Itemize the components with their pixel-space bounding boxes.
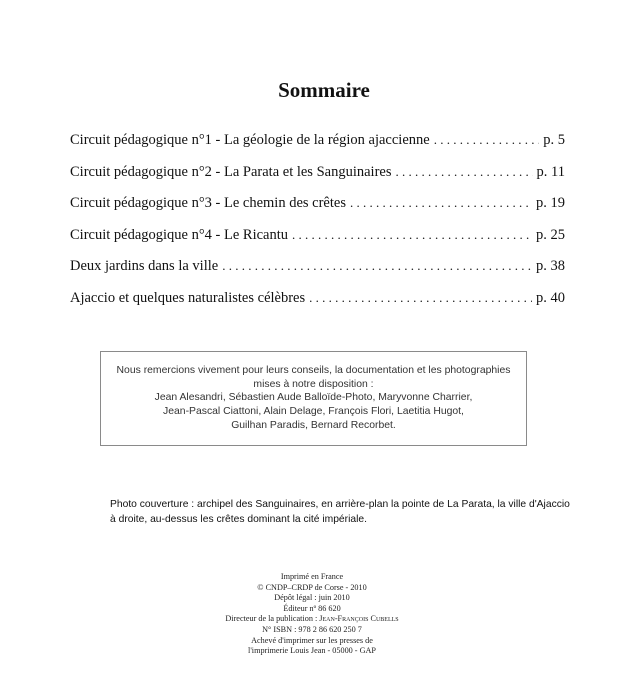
toc-entry bbox=[70, 164, 565, 196]
acknowledgements-line: Nous remercions vivement pour leurs conseils, la documentation et les photographies bbox=[116, 365, 511, 376]
acknowledgements-line: Jean-Pascal Ciattoni, Alain Delage, François Flori, Laetitia Hugot, bbox=[163, 406, 464, 418]
colophon-isbn: N° ISBN : 978 2 86 620 250 7 bbox=[262, 624, 362, 634]
page-title: Sommaire bbox=[278, 78, 370, 102]
toc-entry bbox=[70, 195, 565, 227]
cover-photo-caption bbox=[110, 497, 570, 527]
colophon-achieved: Achevé d'imprimer sur les presses de bbox=[251, 635, 373, 645]
acknowledgements-line: mises à notre disposition : bbox=[253, 378, 374, 390]
toc-entry-page: p. 11 bbox=[536, 163, 565, 180]
caption-line: Photo couverture : archipel des Sanguinaires, en arrière-plan la pointe de La Parata, la ville d'Ajaccio bbox=[110, 499, 570, 510]
toc-leader-dots bbox=[222, 258, 532, 274]
colophon-printer: l'imprimerie Louis Jean - 05000 - GAP bbox=[248, 646, 376, 656]
acknowledgements-box bbox=[100, 351, 527, 446]
table-of-contents bbox=[70, 132, 565, 321]
colophon bbox=[0, 572, 624, 657]
colophon-director bbox=[0, 614, 624, 625]
toc-entry-label: Circuit pédagogique n°2 - La Parata et les Sanguinaires bbox=[70, 163, 392, 180]
toc-entry-label: Circuit pédagogique n°1 - La géologie de la région ajaccienne bbox=[70, 132, 430, 148]
toc-entry bbox=[70, 258, 565, 290]
caption-line: à droite, au-dessus les crêtes dominant la cité impériale. bbox=[110, 514, 367, 525]
toc-leader-dots bbox=[350, 195, 532, 211]
toc-entry-label: Deux jardins dans la ville bbox=[70, 258, 219, 274]
toc-entry-page: p. 19 bbox=[536, 195, 565, 211]
colophon-director-name: Jean-François Cubells bbox=[319, 614, 399, 624]
toc-entry-page: p. 5 bbox=[543, 132, 565, 148]
colophon-director-prefix: Directeur de la publication : bbox=[225, 614, 320, 624]
toc-leader-dots bbox=[292, 227, 532, 243]
toc-entry-label: Circuit pédagogique n°4 - Le Ricantu bbox=[70, 226, 289, 243]
colophon-printed: Imprimé en France bbox=[280, 572, 344, 581]
toc-leader-dots bbox=[395, 164, 532, 180]
acknowledgements-line: Guilhan Paradis, Bernard Recorbet. bbox=[231, 419, 396, 431]
colophon-copyright: © CNDP–CRDP de Corse - 2010 bbox=[257, 582, 367, 592]
toc-entry-label: Ajaccio et quelques naturalistes célèbres bbox=[70, 289, 306, 306]
toc-entry-page: p. 40 bbox=[536, 289, 565, 306]
toc-entry bbox=[70, 132, 565, 164]
acknowledgements-line: Jean Alesandri, Sébastien Aude Balloïde-Photo, Maryvonne Charrier, bbox=[154, 392, 473, 404]
colophon-legal-deposit: Dépôt légal : juin 2010 bbox=[274, 593, 350, 603]
toc-entry-page: p. 38 bbox=[536, 258, 565, 274]
toc-entry bbox=[70, 290, 565, 322]
toc-entry-label: Circuit pédagogique n°3 - Le chemin des crêtes bbox=[70, 195, 346, 211]
toc-entry-page: p. 25 bbox=[536, 226, 565, 243]
toc-leader-dots bbox=[309, 290, 532, 306]
colophon-editor: Éditeur nº 86 620 bbox=[283, 603, 341, 613]
toc-leader-dots bbox=[434, 132, 540, 148]
toc-entry bbox=[70, 227, 565, 259]
